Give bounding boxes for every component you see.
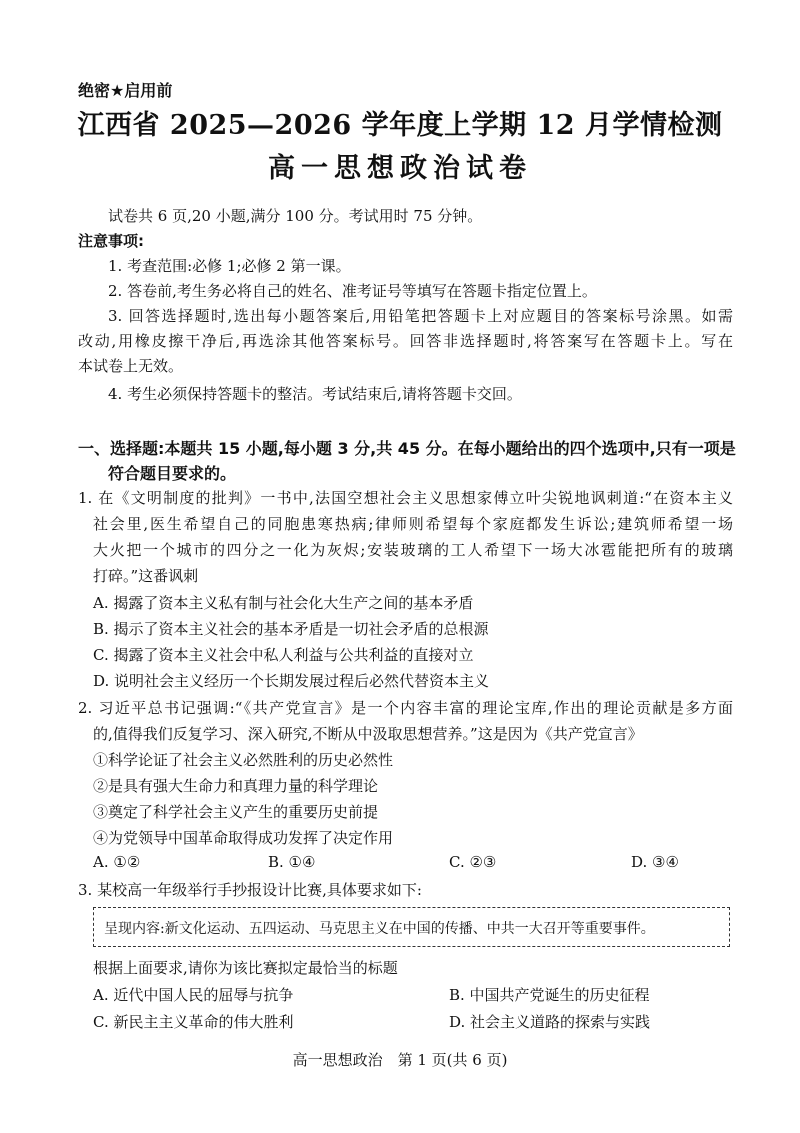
question-2-option-c: C. ②③: [449, 853, 497, 871]
question-1-stem-line-3: 大火把一个城市的四分之一化为灰烬;安装玻璃的工人希望下一场大冰雹能把所有的玻璃: [93, 541, 733, 559]
section-1-title-continued: 符合题目要求的。: [108, 464, 237, 483]
question-1-stem-line-4: 打碎。”这番讽刺: [93, 567, 199, 585]
question-1-stem-line-1: 1. 在《文明制度的批判》一书中,法国空想社会主义思想家傅立叶尖锐地讽刺道:“在资本主义: [78, 489, 733, 507]
question-2-option-d: D. ③④: [631, 853, 679, 871]
exam-subtitle: 高一思想政治试卷: [268, 153, 532, 184]
page-footer: 高一思想政治 第 1 页(共 6 页): [292, 1051, 508, 1069]
question-3-option-b: B. 中国共产党诞生的历史征程: [449, 986, 650, 1004]
question-1-option-d: D. 说明社会主义经历一个长期发展过程后必然代替资本主义: [93, 672, 490, 690]
exam-title: 江西省 2025—2026 学年度上学期 12 月学情检测: [77, 110, 723, 141]
notice-item-2: 2. 答卷前,考生务必将自己的姓名、准考证号等填写在答题卡指定位置上。: [108, 282, 597, 300]
confidential-label: 绝密★启用前: [78, 81, 173, 100]
notice-item-3-line-3: 本试卷上无效。: [78, 357, 184, 375]
notice-item-3-line-1: 3. 回答选择题时,选出每小题答案后,用铅笔把答题卡上对应题目的答案标号涂黑。如需: [108, 307, 733, 325]
question-1-option-a: A. 揭露了资本主义私有制与社会化大生产之间的基本矛盾: [93, 594, 474, 612]
notice-title: 注意事项:: [78, 232, 144, 250]
question-3-option-c: C. 新民主主义革命的伟大胜利: [93, 1013, 294, 1031]
question-1-option-b: B. 揭示了资本主义社会的基本矛盾是一切社会矛盾的总根源: [93, 620, 489, 638]
question-3-stem-line-2: 根据上面要求,请你为该比赛拟定最恰当的标题: [93, 959, 398, 977]
section-1-title: 一、选择题:本题共 15 小题,每小题 3 分,共 45 分。在每小题给出的四个选项中,只有一项是: [78, 439, 736, 458]
exam-intro: 试卷共 6 页,20 小题,满分 100 分。考试用时 75 分钟。: [108, 207, 483, 225]
question-2-statement-4: ④为党领导中国革命取得成功发挥了决定作用: [93, 829, 394, 847]
question-2-statement-1: ①科学论证了社会主义必然胜利的历史必然性: [93, 751, 394, 769]
question-2-statement-2: ②是具有强大生命力和真理力量的科学理论: [93, 777, 379, 795]
requirements-box: [93, 907, 730, 947]
notice-item-3-line-2: 改动,用橡皮擦干净后,再选涂其他答案标号。回答非选择题时,将答案写在答题卡上。写在: [78, 332, 733, 350]
question-1-stem-line-2: 社会里,医生希望自己的同胞患寒热病;律师则希望每个家庭都发生诉讼;建筑师希望一场: [93, 515, 733, 533]
question-3-option-d: D. 社会主义道路的探索与实践: [449, 1013, 651, 1031]
question-3-stem-line-1: 3. 某校高一年级举行手抄报设计比赛,具体要求如下:: [78, 881, 422, 899]
notice-item-4: 4. 考生必须保持答题卡的整洁。考试结束后,请将答题卡交回。: [108, 385, 522, 403]
question-2-stem-line-2: 的,值得我们反复学习、深入研究,不断从中汲取思想营养。”这是因为《共产党宣言》: [93, 725, 643, 743]
question-2-stem-line-1: 2. 习近平总书记强调:“《共产党宣言》是一个内容丰富的理论宝库,作出的理论贡献是多方面: [78, 699, 733, 717]
requirements-text: 呈现内容:新文化运动、五四运动、马克思主义在中国的传播、中共一大召开等重要事件。: [104, 921, 655, 937]
question-2-option-b: B. ①④: [268, 853, 316, 871]
question-1-option-c: C. 揭露了资本主义社会中私人利益与公共利益的直接对立: [93, 646, 474, 664]
question-2-statement-3: ③奠定了科学社会主义产生的重要历史前提: [93, 803, 379, 821]
question-3-option-a: A. 近代中国人民的屈辱与抗争: [93, 986, 294, 1004]
notice-item-1: 1. 考查范围:必修 1;必修 2 第一课。: [108, 257, 351, 275]
question-2-option-a: A. ①②: [93, 853, 141, 871]
